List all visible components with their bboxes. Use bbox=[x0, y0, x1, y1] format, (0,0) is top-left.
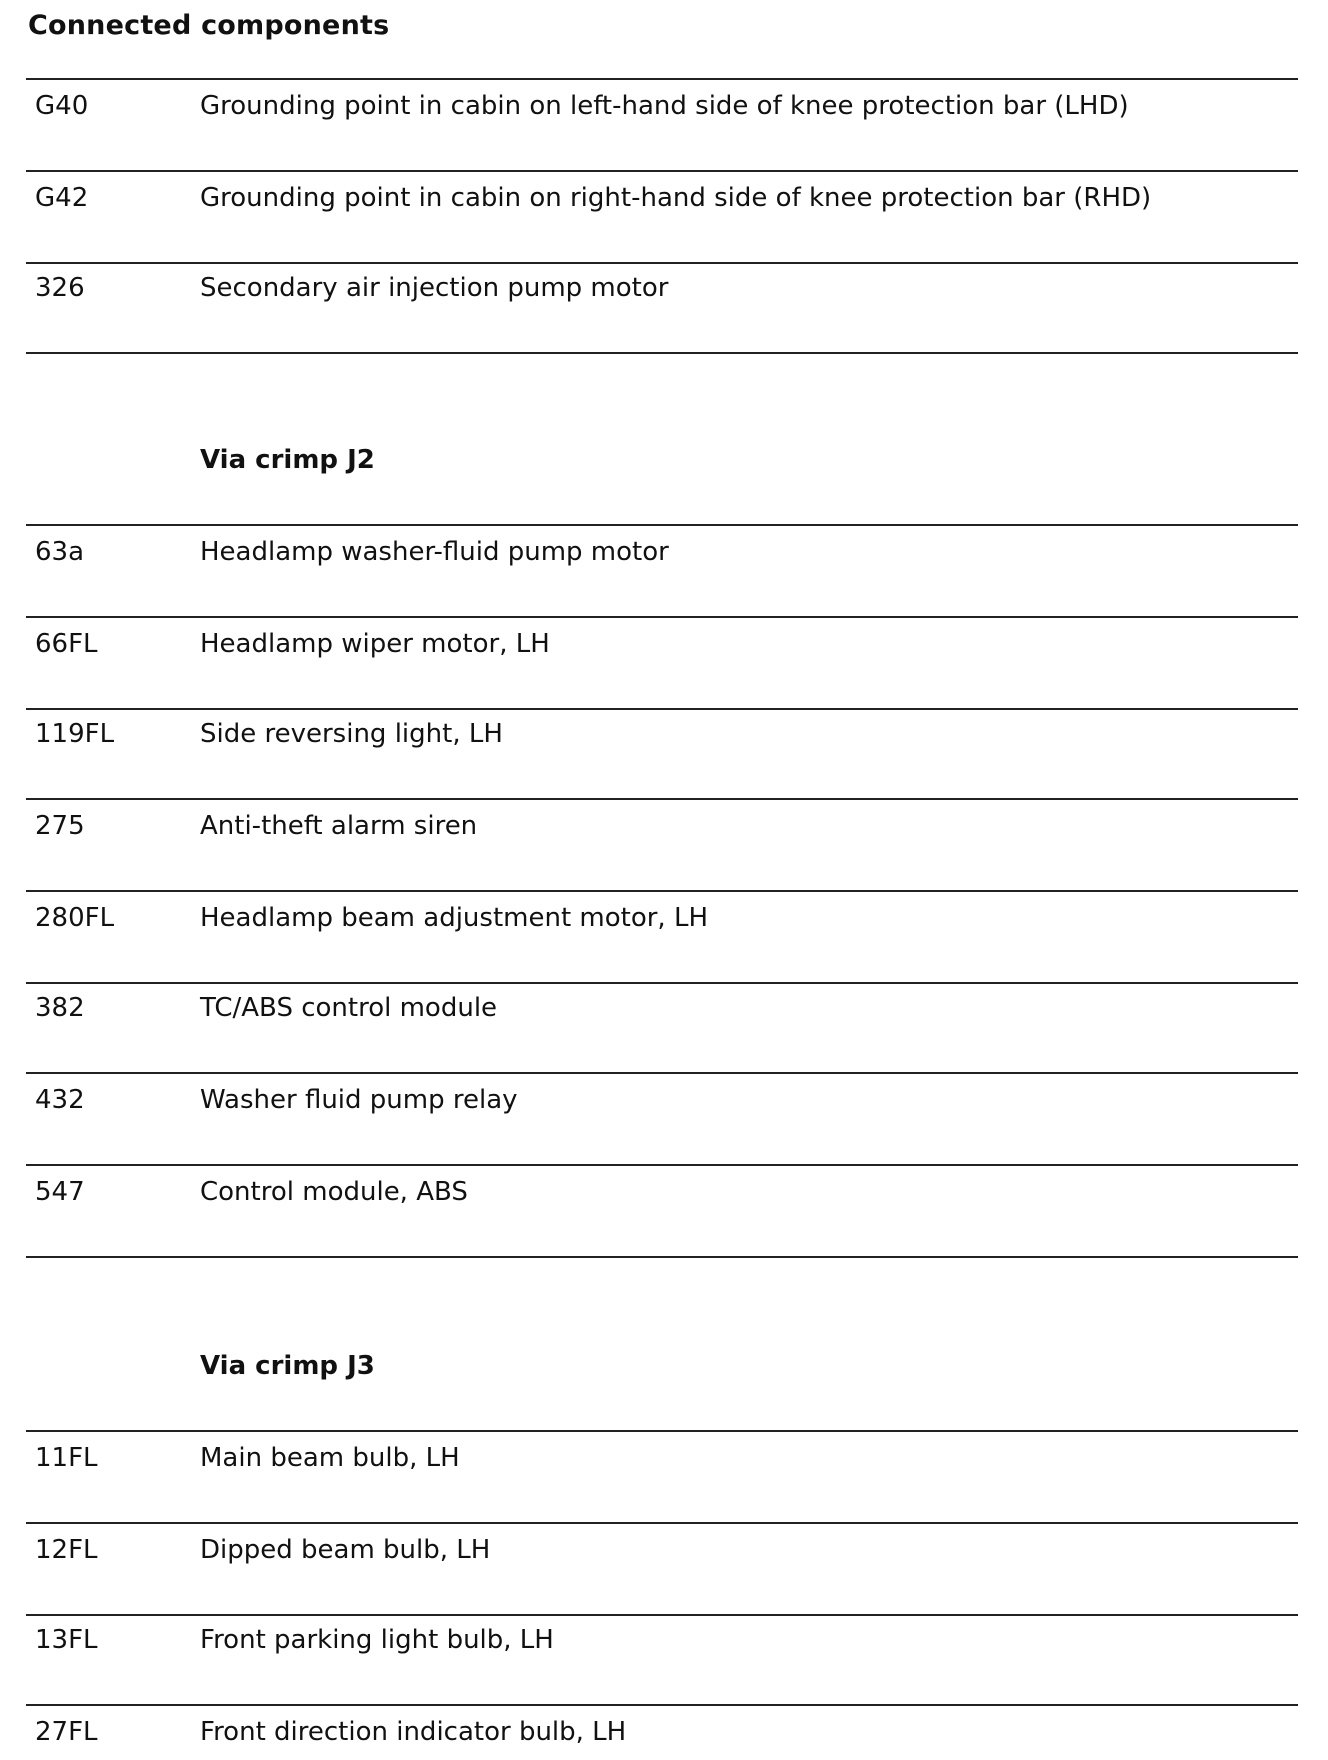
component-code: 275 bbox=[35, 811, 85, 841]
component-description: TC/ABS control module bbox=[200, 993, 498, 1023]
component-description: Grounding point in cabin on left-hand side of knee protection bar (LHD) bbox=[200, 91, 1129, 121]
component-code: 13FL bbox=[35, 1625, 98, 1655]
section-heading-j3: Via crimp J3 bbox=[200, 1351, 375, 1381]
table-rule bbox=[26, 708, 1298, 710]
component-code: 382 bbox=[35, 993, 85, 1023]
component-description: Grounding point in cabin on right-hand side of knee protection bar (RHD) bbox=[200, 183, 1152, 213]
component-code: 63a bbox=[35, 537, 85, 567]
table-rule bbox=[26, 1614, 1298, 1616]
component-description: Front parking light bulb, LH bbox=[200, 1625, 554, 1655]
page-title: Connected components bbox=[28, 10, 390, 41]
component-code: 432 bbox=[35, 1085, 85, 1115]
component-description: Headlamp wiper motor, LH bbox=[200, 629, 550, 659]
component-description: Secondary air injection pump motor bbox=[200, 273, 669, 303]
component-description: Washer fluid pump relay bbox=[200, 1085, 518, 1115]
component-description: Headlamp beam adjustment motor, LH bbox=[200, 903, 708, 933]
component-description: Front direction indicator bulb, LH bbox=[200, 1717, 627, 1747]
component-code: G42 bbox=[35, 183, 89, 213]
component-description: Dipped beam bulb, LH bbox=[200, 1535, 491, 1565]
table-rule bbox=[26, 78, 1298, 80]
component-code: 11FL bbox=[35, 1443, 98, 1473]
table-rule bbox=[26, 1522, 1298, 1524]
table-rule bbox=[26, 1164, 1298, 1166]
component-description: Headlamp washer-fluid pump motor bbox=[200, 537, 669, 567]
component-code: G40 bbox=[35, 91, 89, 121]
table-rule bbox=[26, 1072, 1298, 1074]
table-rule bbox=[26, 1256, 1298, 1258]
component-code: 27FL bbox=[35, 1717, 98, 1747]
component-description: Side reversing light, LH bbox=[200, 719, 503, 749]
section-heading-j2: Via crimp J2 bbox=[200, 445, 375, 475]
component-description: Control module, ABS bbox=[200, 1177, 468, 1207]
component-code: 547 bbox=[35, 1177, 85, 1207]
table-rule bbox=[26, 524, 1298, 526]
table-rule bbox=[26, 798, 1298, 800]
table-rule bbox=[26, 1704, 1298, 1706]
component-description: Main beam bulb, LH bbox=[200, 1443, 460, 1473]
table-rule bbox=[26, 890, 1298, 892]
component-code: 12FL bbox=[35, 1535, 98, 1565]
table-rule bbox=[26, 352, 1298, 354]
table-rule bbox=[26, 1430, 1298, 1432]
component-description: Anti-theft alarm siren bbox=[200, 811, 478, 841]
component-code: 280FL bbox=[35, 903, 115, 933]
component-code: 66FL bbox=[35, 629, 98, 659]
component-code: 326 bbox=[35, 273, 85, 303]
table-rule bbox=[26, 982, 1298, 984]
table-rule bbox=[26, 170, 1298, 172]
component-code: 119FL bbox=[35, 719, 115, 749]
table-rule bbox=[26, 262, 1298, 264]
table-rule bbox=[26, 616, 1298, 618]
